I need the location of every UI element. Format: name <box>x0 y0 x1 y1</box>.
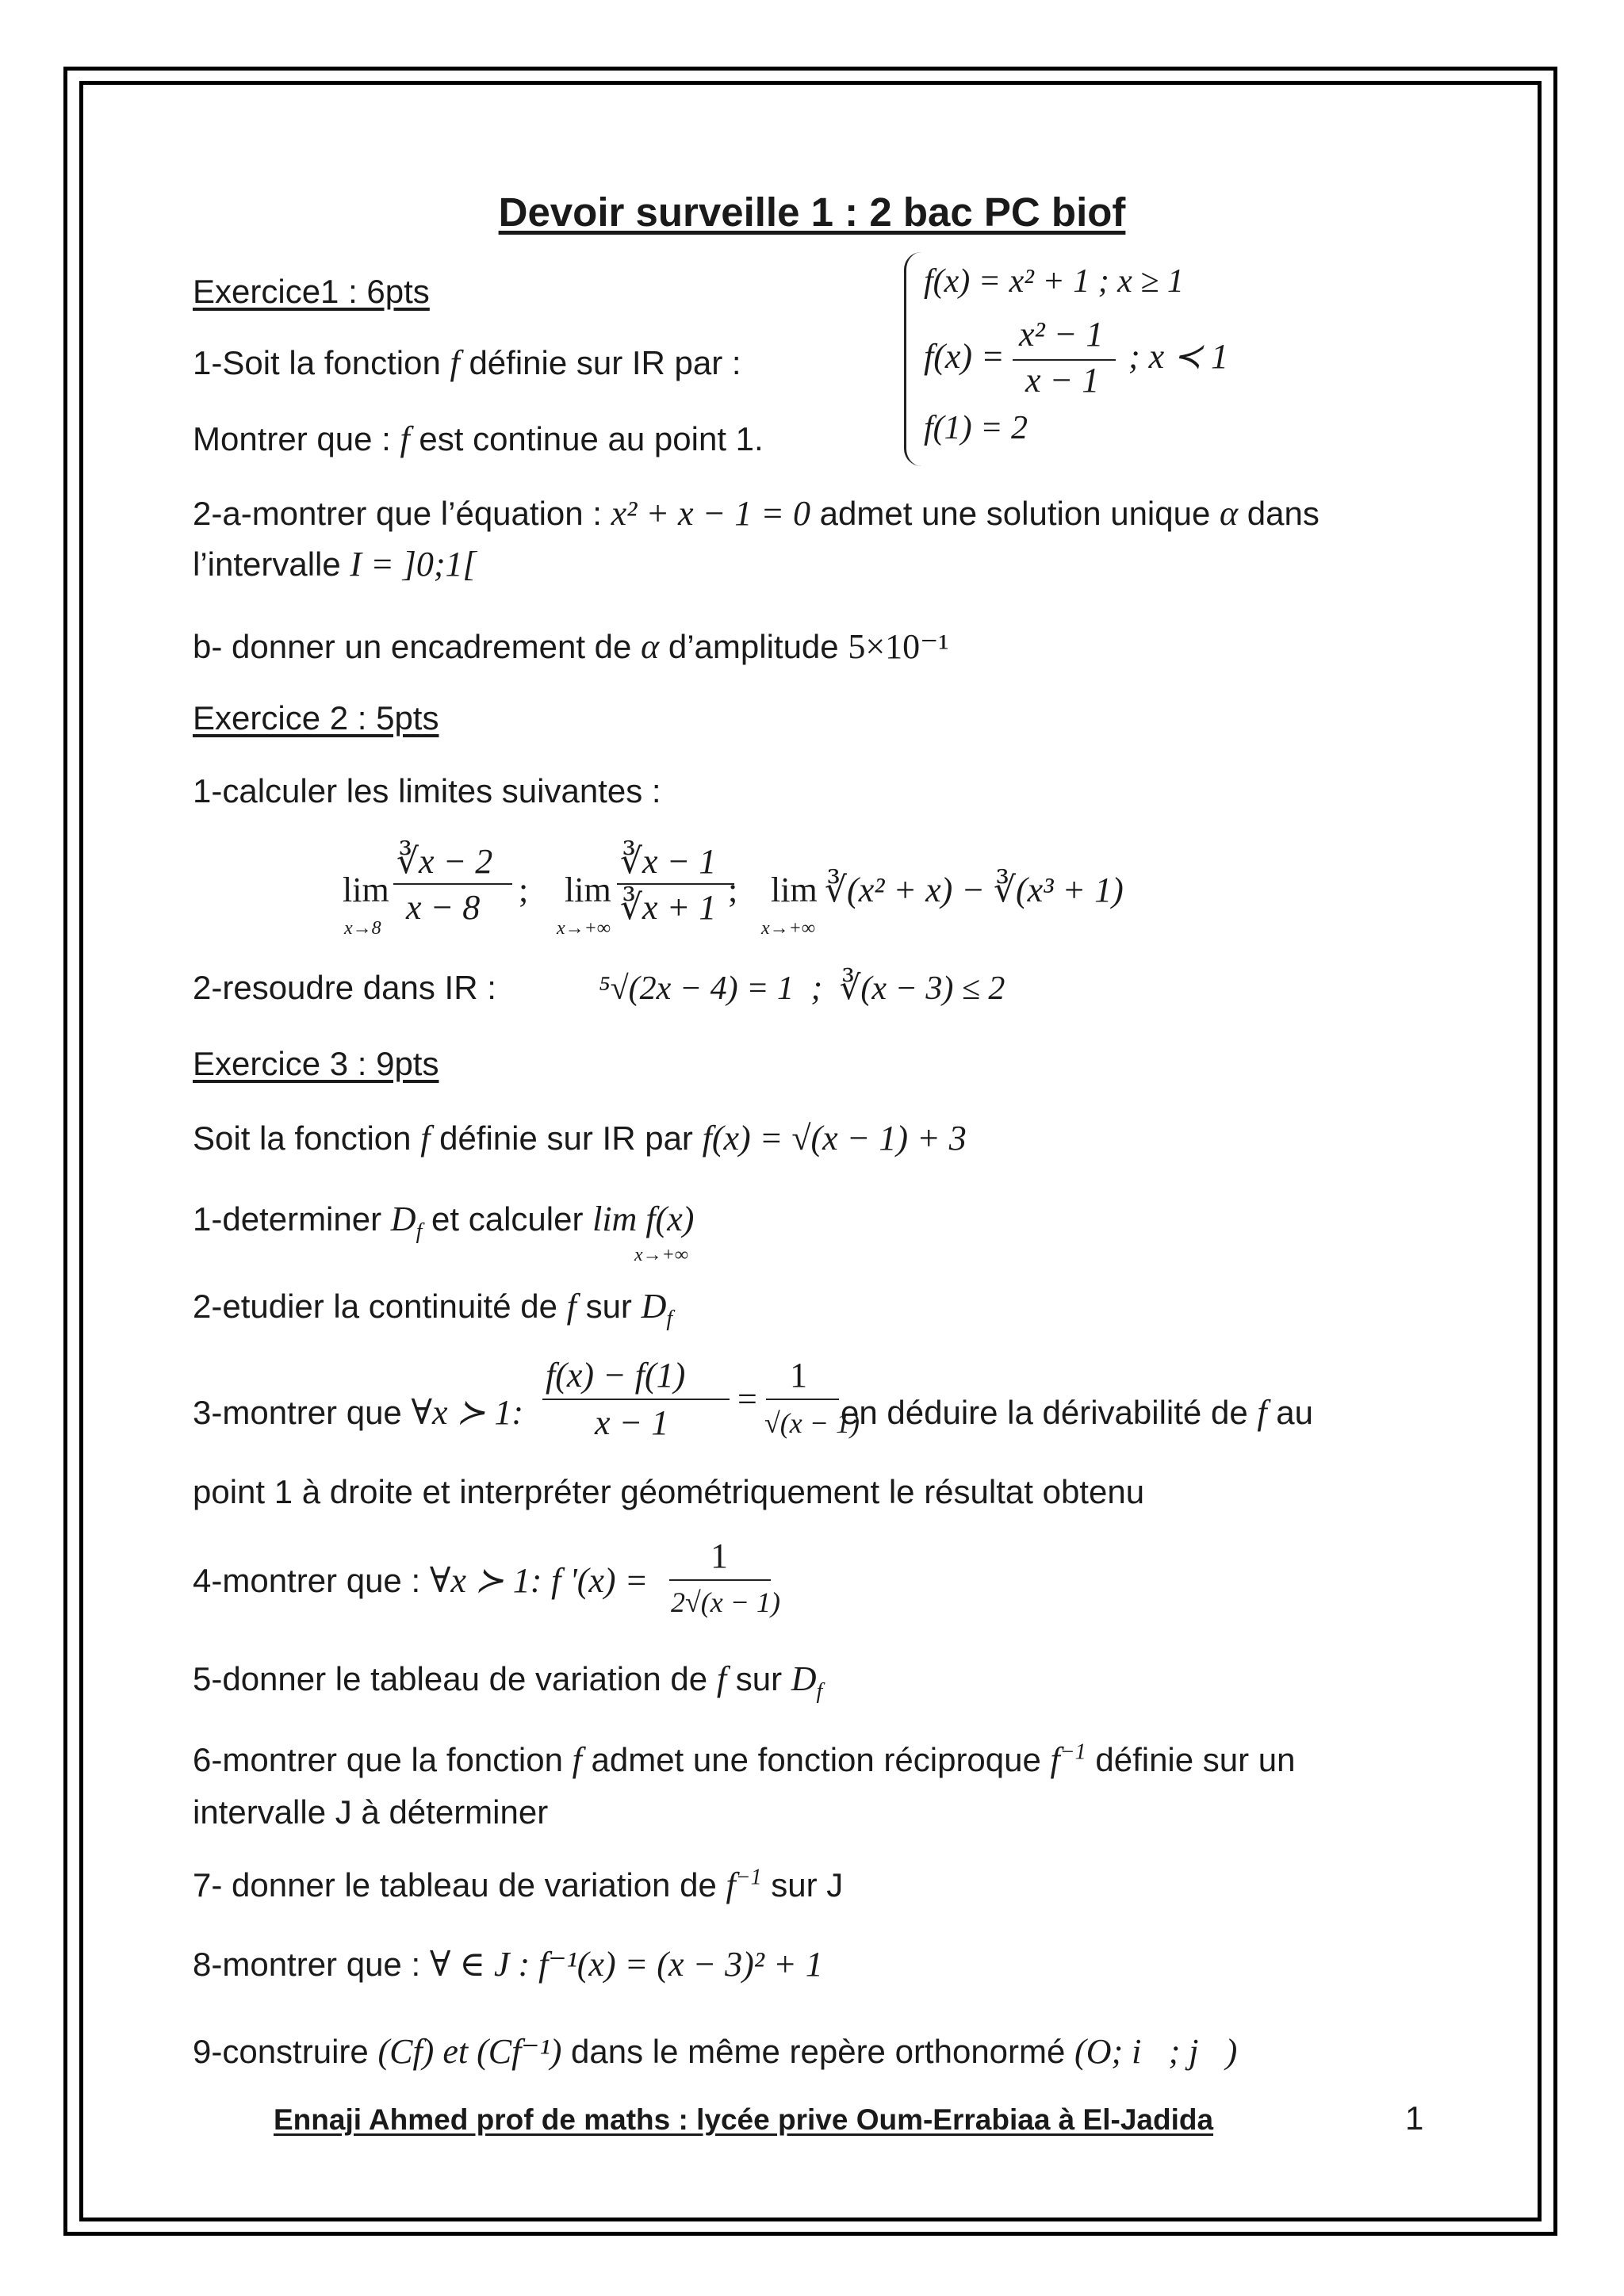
ex3-q6: 6-montrer que la fonction f admet une fonction réciproque $f^{-1}$ définie sur un <box>193 1739 1296 1779</box>
piecewise-case-3: f(1) = 2 <box>924 410 1028 446</box>
ex3-q6-line2: intervalle J à déterminer <box>193 1793 549 1831</box>
ex1-q2b: b- donner un encadrement de α d’amplitude 5×10⁻¹ <box>193 627 949 666</box>
piecewise-brace <box>904 252 924 466</box>
document-title: Devoir surveille 1 : 2 bac PC biof <box>498 189 1126 235</box>
ex3-q3: 3-montrer que ∀x ≻ 1: <box>193 1393 524 1432</box>
ex3-q1-lim-sub: x→+∞ <box>634 1245 688 1265</box>
limits-row: lim x→8 ∛x − 2 x − 8 ; lim x→+∞ ∛x − 1 ∛x + 1 ; lim x→+∞ ∛(x² + x) − ∛(x³ + 1) <box>343 842 1124 939</box>
ex3-q7: 7- donner le tableau de variation de $f^{-1}$ sur J <box>193 1865 844 1904</box>
ex1-heading: Exercice1 : 6pts <box>193 273 430 310</box>
ex1-q2a-interval: l’intervalle I = ]0;1[ <box>193 545 477 584</box>
ex3-q3-line2: point 1 à droite et interpréter géométriquement le résultat obtenu <box>193 1473 1145 1510</box>
ex3-q2: 2-etudier la continuité de f sur $D_f$ <box>193 1287 673 1331</box>
ex2-q1: 1-calculer les limites suivantes : <box>193 772 661 809</box>
ex1-q2a: 2-a-montrer que l’équation : x² + x − 1 = 0 admet une solution unique α dans <box>193 494 1320 533</box>
ex3-q5: 5-donner le tableau de variation de f sur $D_f$ <box>193 1659 823 1704</box>
ex3-intro: Soit la fonction f définie sur IR par f(x) = √(x − 1) + 3 <box>193 1119 967 1158</box>
ex3-q4: 4-montrer que : ∀x ≻ 1: f '(x) = <box>193 1561 649 1600</box>
ex2-equations: ⁵√(2x − 4) = 1 ; ∛(x − 3) ≤ 2 <box>599 968 1005 1007</box>
ex3-q9: 9-construire (Cf) et (Cf⁻¹) dans le même repère orthonormé (O; i⃗; j⃗) <box>193 2032 1238 2071</box>
ex3-q8: 8-montrer que : ∀ ∈ J : f⁻¹(x) = (x − 3)² + 1 <box>193 1945 823 1984</box>
ex1-q1: 1-Soit la fonction f définie sur IR par : <box>193 343 741 382</box>
ex3-q4-fraction: 1 2√(x − 1) <box>671 1536 781 1618</box>
ex3-q3-fraction: f(x) − f(1) x − 1 = 1 √(x − 1) <box>539 1356 841 1467</box>
ex3-q1: 1-determiner $D_f$ et calculer lim f(x) <box>193 1200 695 1244</box>
ex3-q3-deduce: en déduire la dérivabilité de f au <box>841 1393 1313 1432</box>
ex2-q2: 2-resoudre dans IR : <box>193 969 496 1006</box>
page-number: 1 <box>1405 2099 1424 2137</box>
ex2-heading: Exercice 2 : 5pts <box>193 699 439 737</box>
ex1-q1-show: Montrer que : f est continue au point 1. <box>193 419 764 458</box>
ex3-heading: Exercice 3 : 9pts <box>193 1045 439 1082</box>
footer-author: Ennaji Ahmed prof de maths : lycée prive Oum-Errabiaa à El-Jadida <box>274 2103 1214 2136</box>
piecewise-case-1: f(x) = x² + 1 ; x ≥ 1 <box>924 263 1184 300</box>
